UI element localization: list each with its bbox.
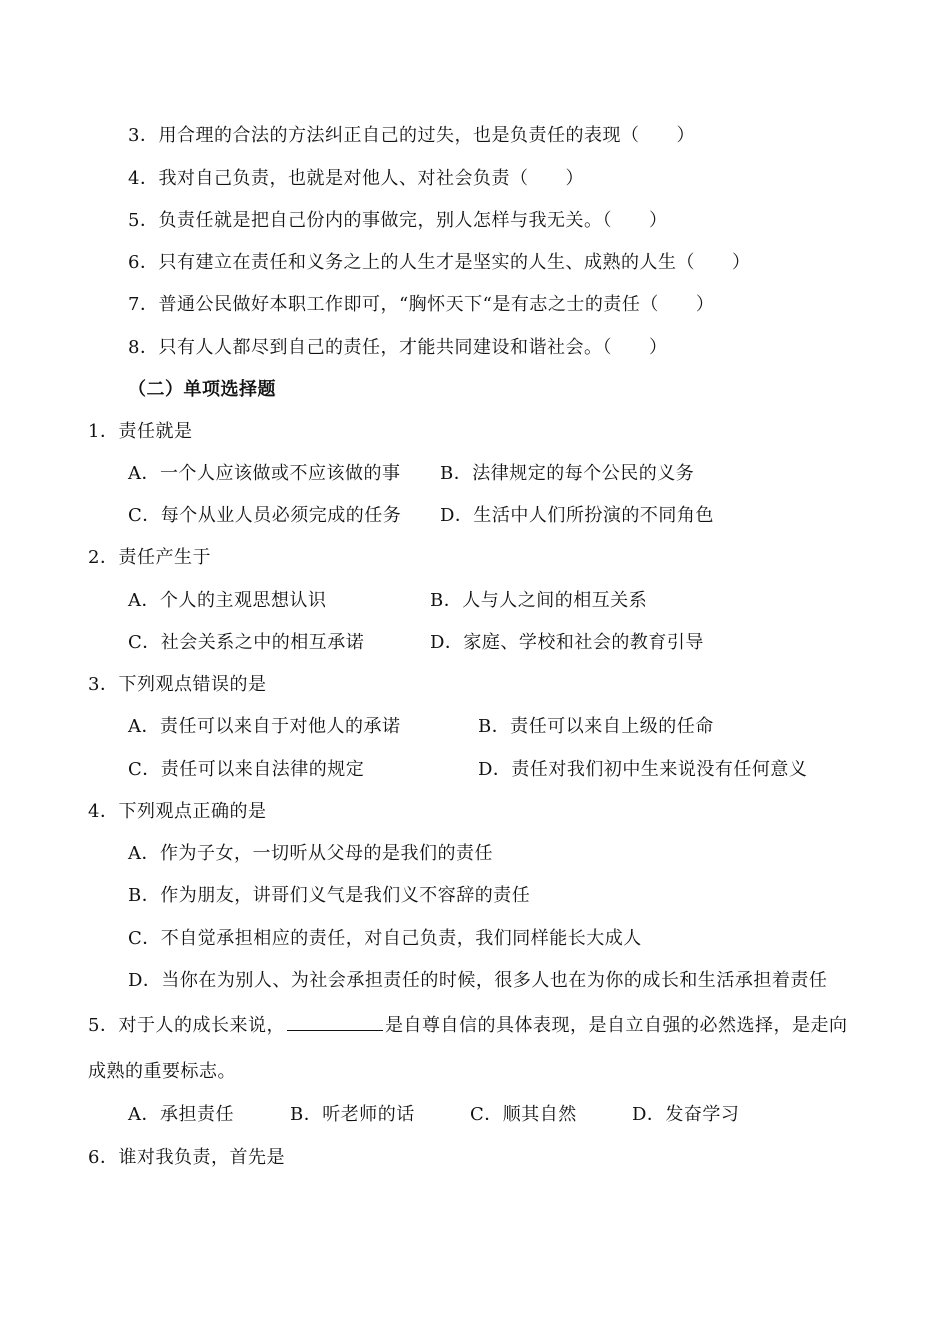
question-1-option-a: A．一个人应该做或不应该做的事 [128,463,401,484]
tf-item-6: 6．只有建立在责任和义务之上的人生才是坚实的人生、成熟的人生（ ） [128,252,751,273]
question-4-option-a: A．作为子女，一切听从父母的是我们的责任 [128,843,493,864]
question-5-option-c: C．顺其自然 [470,1104,577,1125]
question-5-stem-after: 是自尊自信的具体表现，是自立自强的必然选择，是走向 [384,1015,848,1036]
question-5-option-d: D．发奋学习 [632,1104,740,1125]
question-4-option-b: B．作为朋友，讲哥们义气是我们义不容辞的责任 [128,885,531,906]
question-1-option-c: C．每个从业人员必须完成的任务 [128,505,402,526]
tf-item-3: 3．用合理的合法的方法纠正自己的过失，也是负责任的表现（ ） [128,125,695,146]
question-5-stem-continued: 成熟的重要标志。 [88,1061,236,1082]
question-1-stem: 1．责任就是 [88,421,193,442]
tf-item-5: 5．负责任就是把自己份内的事做完，别人怎样与我无关。（ ） [128,210,668,231]
question-1-option-b: B．法律规定的每个公民的义务 [440,463,695,484]
question-4-stem: 4．下列观点正确的是 [88,801,267,822]
question-5-option-b: B．听老师的话 [290,1104,415,1125]
question-6-stem: 6．谁对我负责，首先是 [88,1147,285,1168]
question-3-option-c: C．责任可以来自法律的规定 [128,759,365,780]
question-4-option-c: C．不自觉承担相应的责任，对自己负责，我们同样能长大成人 [128,928,642,949]
question-5-option-a: A．承担责任 [128,1104,234,1125]
question-2-option-d: D．家庭、学校和社会的教育引导 [430,632,704,653]
tf-item-7: 7．普通公民做好本职工作即可，“胸怀天下“是有志之士的责任（ ） [128,294,715,315]
section-heading: （二）单项选择题 [128,379,276,400]
tf-item-8: 8．只有人人都尽到自己的责任，才能共同建设和谐社会。（ ） [128,337,668,358]
question-3-option-d: D．责任对我们初中生来说没有任何意义 [478,759,808,780]
question-2-stem: 2．责任产生于 [88,547,211,568]
question-2-option-a: A．个人的主观思想认识 [128,590,327,611]
tf-item-4: 4．我对自己负责，也就是对他人、对社会负责（ ） [128,168,584,189]
question-3-stem: 3．下列观点错误的是 [88,674,267,695]
answer-blank [287,1012,383,1031]
question-2-option-b: B．人与人之间的相互关系 [430,590,648,611]
question-1-option-d: D．生活中人们所扮演的不同角色 [440,505,714,526]
question-4-option-d: D．当你在为别人、为社会承担责任的时候，很多人也在为你的成长和生活承担着责任 [128,970,828,991]
question-5-stem [88,1012,847,1038]
question-3-option-a: A．责任可以来自于对他人的承诺 [128,716,401,737]
question-2-option-c: C．社会关系之中的相互承诺 [128,632,365,653]
question-3-option-b: B．责任可以来自上级的任命 [478,716,714,737]
question-5-stem-before: 5．对于人的成长来说， [88,1015,285,1036]
